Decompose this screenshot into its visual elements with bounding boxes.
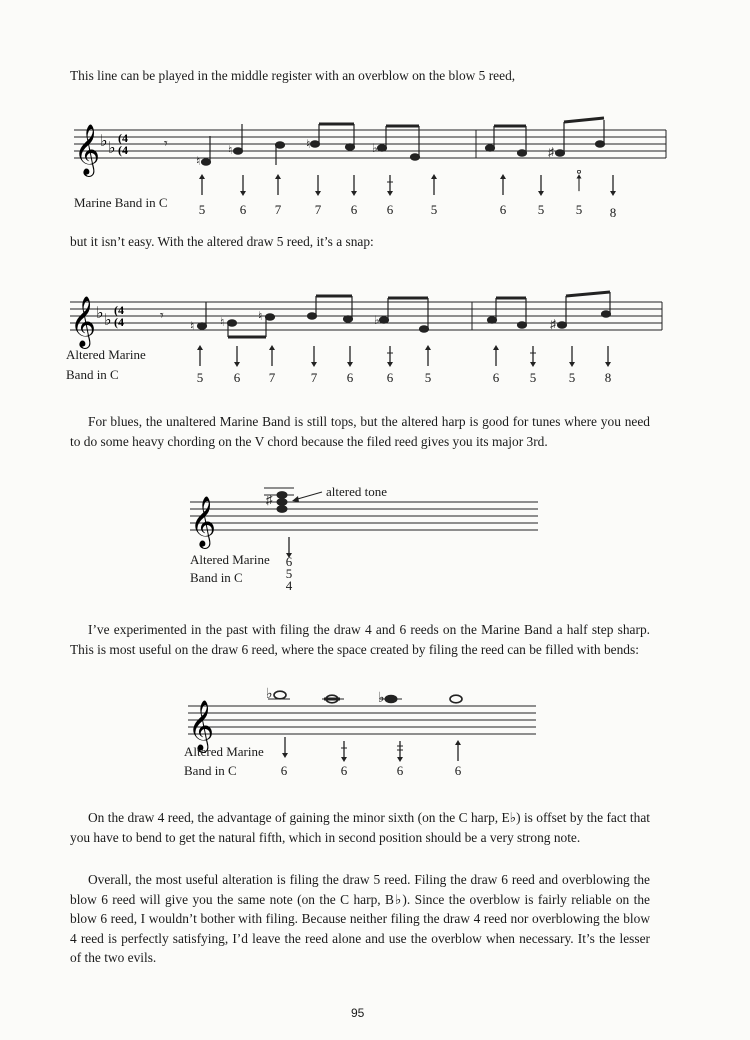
hole-number: 7: [274, 202, 282, 217]
blues-paragraph: For blues, the unaltered Marine Band is still tops, but the altered harp is good for tunes where you need to do some heavy chording on the V chord because the filed reed gives you its major 3rd.: [70, 414, 650, 449]
draw-arrow-icon: [535, 174, 547, 196]
chord-hole-number: 6: [285, 554, 293, 569]
hole-number: 6: [340, 763, 348, 778]
hole-number: 6: [239, 202, 247, 217]
hole-number: 7: [310, 370, 318, 385]
draw-arrow-icon: [566, 345, 578, 367]
music-staff-example-2: [66, 290, 666, 347]
hole-number: 6: [492, 370, 500, 385]
hole-number: 6: [233, 370, 241, 385]
svg-text:♭: ♭: [372, 141, 378, 155]
hole-number: 5: [424, 370, 432, 385]
hole-number: 6: [280, 763, 288, 778]
music-staff-example-3: [186, 470, 546, 552]
bend-arrow-icon: [384, 174, 396, 196]
hole-number: 6: [386, 370, 394, 385]
bend-arrow-icon: [384, 345, 396, 367]
hole-number: 5: [196, 370, 204, 385]
draw-arrow-icon: [344, 345, 356, 367]
svg-text:♮: ♮: [190, 319, 195, 333]
svg-text:(4: (4: [118, 143, 128, 157]
svg-text:♮: ♮: [258, 309, 263, 323]
draw-arrow-icon: [607, 174, 619, 196]
svg-text:♮: ♮: [306, 137, 311, 151]
svg-text:♭: ♭: [96, 305, 104, 322]
svg-text:♭: ♭: [378, 691, 385, 706]
overblow-arrow-icon: [573, 170, 585, 192]
example-2-label-line2: Band in C: [66, 367, 119, 382]
music-staff-example-1: [70, 118, 670, 175]
altered-tone-annotation: altered tone: [326, 484, 387, 499]
svg-text:♯: ♯: [266, 492, 273, 507]
example-3-label-line1: Altered Marine: [190, 552, 270, 567]
hole-number: 6: [386, 202, 394, 217]
svg-text:𝄞: 𝄞: [74, 124, 101, 175]
svg-text:♭: ♭: [108, 140, 116, 157]
svg-text:♮: ♮: [220, 315, 225, 329]
blow-arrow-icon: [428, 174, 440, 196]
hole-number: 5: [568, 370, 576, 385]
hole-number: 7: [268, 370, 276, 385]
hole-number: 6: [350, 202, 358, 217]
draw-arrow-icon: [231, 345, 243, 367]
hole-number: 8: [609, 205, 617, 220]
chord-hole-number: 5: [285, 566, 293, 581]
svg-text:♮: ♮: [196, 154, 201, 168]
music-staff-example-4: [184, 680, 544, 751]
hole-number: 5: [198, 202, 206, 217]
svg-text:♭: ♭: [100, 133, 108, 150]
draw-arrow-icon: [279, 736, 291, 758]
svg-text:♭: ♭: [104, 312, 112, 329]
double-bend-arrow-icon: [394, 740, 406, 762]
svg-text:𝄞: 𝄞: [70, 296, 97, 347]
svg-text:(4: (4: [114, 303, 124, 317]
example-1-label: Marine Band in C: [74, 195, 168, 210]
svg-text:♮: ♮: [228, 143, 233, 157]
hole-number: 6: [346, 370, 354, 385]
svg-text:♭: ♭: [266, 687, 273, 702]
svg-text:♯: ♯: [550, 317, 556, 331]
draw-arrow-icon: [602, 345, 614, 367]
blow-arrow-icon: [422, 345, 434, 367]
svg-text:𝄾: 𝄾: [160, 309, 164, 324]
hole-number: 6: [454, 763, 462, 778]
hole-number: 6: [396, 763, 404, 778]
svg-text:(4: (4: [118, 131, 128, 145]
draw-arrow-icon: [237, 174, 249, 196]
hole-number: 5: [529, 370, 537, 385]
hole-number: 6: [499, 202, 507, 217]
blow-arrow-icon: [196, 174, 208, 196]
blow-arrow-icon: [497, 174, 509, 196]
but-easy-text: but it isn’t easy. With the altered draw 5 reed, it’s a snap:: [70, 234, 374, 249]
experiment-paragraph: I’ve experimented in the past with filing the draw 4 and 6 reeds on the Marine Band a half step sharp. This is most useful on the draw 6 reed, where the space created by filing the reed can be filled with bends:: [70, 622, 650, 657]
draw-arrow-icon: [348, 174, 360, 196]
example-2-label-line1: Altered Marine: [66, 347, 146, 362]
hole-number: 8: [604, 370, 612, 385]
svg-text:♯: ♯: [548, 145, 554, 159]
svg-text:𝄞: 𝄞: [188, 700, 215, 751]
svg-text:𝄞: 𝄞: [190, 496, 217, 547]
blow-arrow-icon: [194, 345, 206, 367]
hole-number: 5: [537, 202, 545, 217]
hole-number: 7: [314, 202, 322, 217]
blow-arrow-icon: [452, 740, 464, 762]
example-3-label-line2: Band in C: [190, 570, 243, 585]
chord-hole-number: 4: [285, 578, 293, 593]
intro-text: This line can be played in the middle register with an overblow on the blow 5 reed,: [70, 68, 516, 83]
overall-paragraph: Overall, the most useful alteration is filing the draw 5 reed. Filing the draw 6 reed and overblowing the blow 6 reed will give you the same note (on the C harp, B♭). Since the overblow is fairly reliable on the blow 6 reed, I wouldn’t bother with filing. Because neither filing the draw 4 reed nor overblowing the blow 4 reed is perfectly satisfying, I’d leave the reed alone and use the overblow when necessary. It’s the lesser of the two evils.: [70, 872, 650, 965]
svg-text:𝄾: 𝄾: [164, 137, 168, 152]
example-4-label-line2: Band in C: [184, 763, 237, 778]
svg-text:♭: ♭: [374, 313, 380, 327]
hole-number: 5: [575, 202, 583, 217]
blow-arrow-icon: [272, 174, 284, 196]
svg-text:(4: (4: [114, 315, 124, 329]
example-4-label-line1: Altered Marine: [184, 744, 264, 759]
page-number: 95: [351, 1006, 365, 1020]
draw4-paragraph: On the draw 4 reed, the advantage of gaining the minor sixth (on the C harp, E♭) is offset by the fact that you have to bend to get the natural fifth, which in second position should be a very strong note.: [70, 810, 650, 845]
bend-arrow-icon: [338, 740, 350, 762]
draw-arrow-icon: [312, 174, 324, 196]
blow-arrow-icon: [490, 345, 502, 367]
bend-arrow-icon: [527, 345, 539, 367]
draw-arrow-icon: [308, 345, 320, 367]
hole-number: 5: [430, 202, 438, 217]
blow-arrow-icon: [266, 345, 278, 367]
